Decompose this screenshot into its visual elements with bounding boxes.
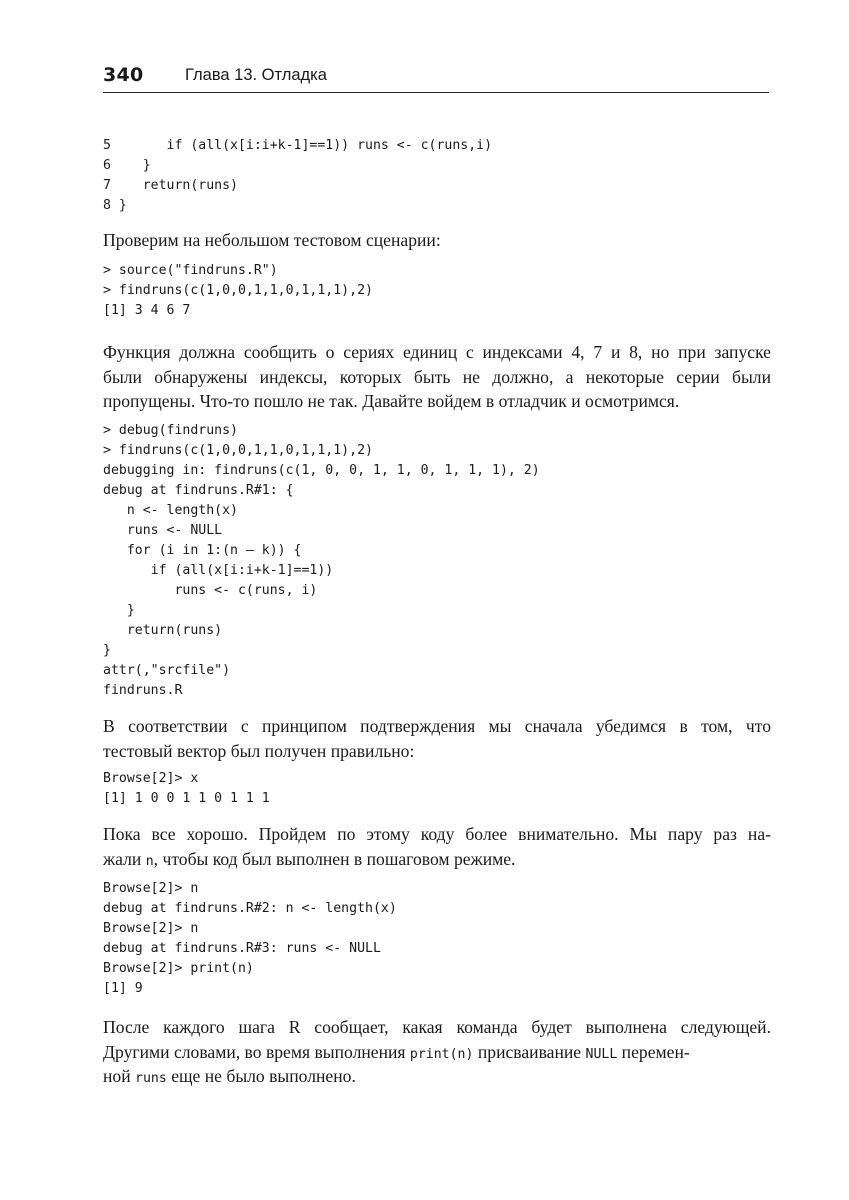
text-line: тестовый вектор был получен правильно: [103, 740, 415, 761]
code-block-debug-session [103, 421, 540, 701]
text-line: После каждого шага R сообщает, какая команда будет выполнена следующей. [103, 1017, 771, 1037]
code-block-function-end [103, 136, 492, 216]
code-line: 5 if (all(x[i:i+k-1]==1)) runs <- c(runs,i) [103, 138, 493, 153]
code-line: 7 return(runs) [103, 178, 238, 193]
inline-code: n [145, 853, 154, 869]
text-line: В соответствии с принципом подтверждения мы сначала убедимся в том, что [103, 716, 771, 736]
text-line: были обнаружены индексы, которых быть не должно, а некоторые серии были [103, 366, 771, 387]
text-fragment: еще не было выполнено. [166, 1066, 356, 1086]
code-block-step-trace [103, 879, 397, 999]
code-line: Browse[2]> n [103, 921, 199, 936]
text-line [103, 1064, 771, 1089]
chapter-title: Глава 13. Отладка [185, 66, 327, 84]
code-line: 8 } [103, 198, 127, 213]
code-line: > findruns(c(1,0,0,1,1,0,1,1,1),2) [103, 283, 373, 298]
code-line: } [103, 643, 111, 658]
paragraph-problem-description [103, 340, 771, 414]
code-line: Browse[2]> print(n) [103, 961, 254, 976]
code-line: n <- length(x) [103, 503, 238, 518]
text-line [103, 847, 771, 872]
text-fragment: Другими словами, во время выполнения [103, 1041, 410, 1062]
text-line: Пока все хорошо. Пройдем по этому коду более внимательно. Мы пару раз на- [103, 824, 771, 844]
inline-code: print(n) [409, 1046, 474, 1062]
code-line: [1] 1 0 0 1 1 0 1 1 1 [103, 791, 270, 806]
inline-code: runs [135, 1071, 167, 1086]
text-fragment: , чтобы код был выполнен в пошаговом режиме. [153, 848, 516, 869]
code-line: debugging in: findruns(c(1, 0, 0, 1, 1, 0, 1, 1, 1), 2) [103, 463, 540, 478]
paragraph-stepping [103, 822, 771, 871]
code-line: } [103, 603, 135, 618]
text-line: Функция должна сообщить о сериях единиц с индексами 4, 7 и 8, но при запуске [103, 342, 771, 362]
text-fragment: жали [103, 848, 146, 869]
code-line: for (i in 1:(n — k)) { [103, 543, 302, 558]
code-line: return(runs) [103, 623, 223, 638]
inline-code: NULL [585, 1046, 618, 1062]
paragraph-confirmation [103, 714, 771, 763]
code-line: > source("findruns.R") [103, 263, 278, 278]
code-line: debug at findruns.R#1: { [103, 483, 294, 498]
text-line [103, 1040, 771, 1065]
page-header [103, 62, 769, 93]
code-line: [1] 3 4 6 7 [103, 303, 191, 318]
code-line: > debug(findruns) [103, 423, 238, 438]
text-line: Проверим на небольшом тестовом сценарии: [103, 230, 441, 250]
code-line: findruns.R [103, 683, 183, 698]
code-block-test-run [103, 261, 373, 321]
text-line: пропущены. Что-то пошло не так. Давайте войдем в отладчик и осмотримся. [103, 391, 680, 411]
code-line: attr(,"srcfile") [103, 663, 231, 678]
code-line: if (all(x[i:i+k-1]==1)) [103, 563, 334, 578]
code-line: Browse[2]> x [103, 771, 199, 786]
text-fragment: присваивание [473, 1041, 586, 1062]
code-line: 6 } [103, 158, 151, 173]
code-line: debug at findruns.R#3: runs <- NULL [103, 941, 381, 956]
code-block-browse-x [103, 769, 270, 809]
text-fragment: перемен- [617, 1041, 690, 1062]
code-line: [1] 9 [103, 981, 143, 996]
paragraph-after-each-step [103, 1015, 771, 1089]
code-line: runs <- NULL [103, 523, 223, 538]
code-line: Browse[2]> n [103, 881, 199, 896]
page-number: 340 [103, 64, 144, 86]
code-line: runs <- c(runs, i) [103, 583, 318, 598]
paragraph-test-intro [103, 228, 771, 253]
code-line: > findruns(c(1,0,0,1,1,0,1,1,1),2) [103, 443, 373, 458]
code-line: debug at findruns.R#2: n <- length(x) [103, 901, 397, 916]
text-fragment: ной [103, 1066, 136, 1086]
